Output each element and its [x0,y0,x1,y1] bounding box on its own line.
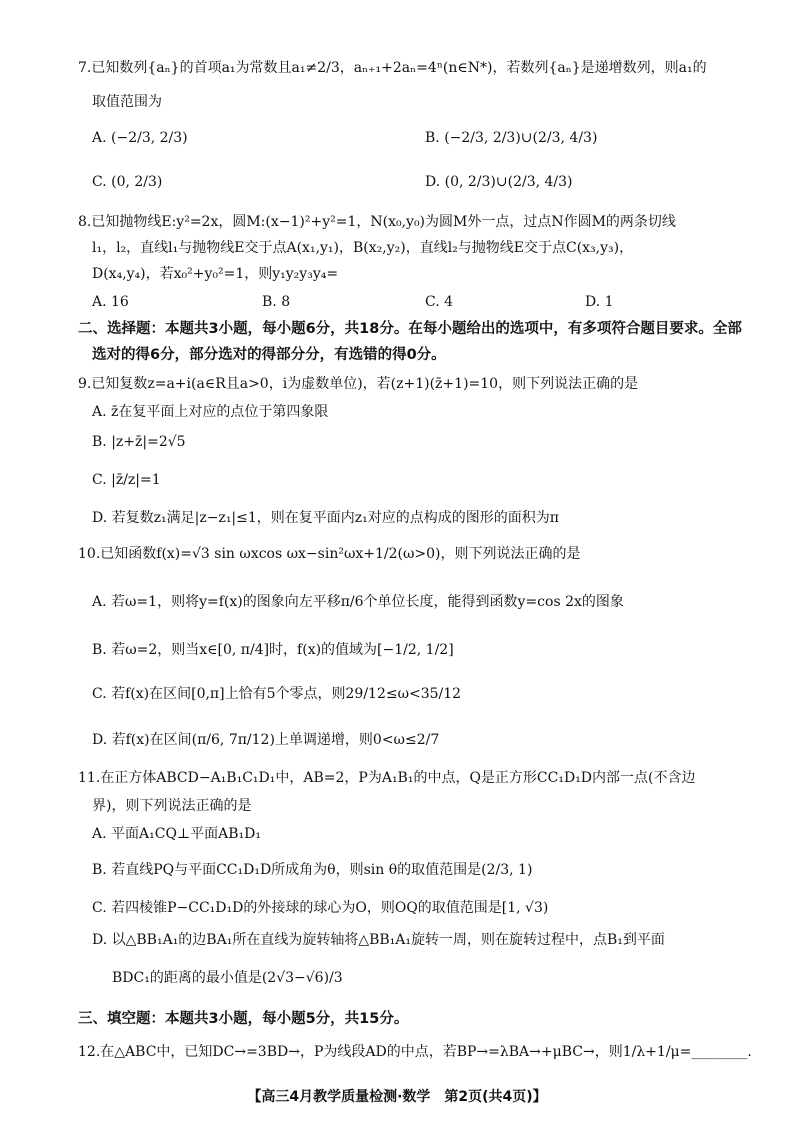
q11-option-d-line2: BDC₁的距离的最小值是(2√3−√6)/3 [112,970,343,986]
q9-option-d: D. 若复数z₁满足|z−z₁|≤1，则在复平面内z₁对应的点构成的图形的面积为π [92,510,559,526]
page-footer: 【高三4月教学质量检测·数学 第2页(共4页)】 [247,1089,547,1105]
q11-option-d-line1: D. 以△BB₁A₁的边BA₁所在直线为旋转轴将△BB₁A₁旋转一周，则在旋转过程中，点B₁到平面 [92,932,665,948]
q8-option-a: A. 16 [92,294,129,310]
q9-option-a: A. z̄在复平面上对应的点位于第四象限 [92,404,329,420]
q7-stem-line2: 取值范围为 [92,94,162,110]
q7-option-c: C. (0, 2/3) [92,174,163,190]
q9-option-b: B. |z+z̄|=2√5 [92,434,186,450]
q8-stem-line2: l₁，l₂，直线l₁与抛物线E交于点A(x₁,y₁)，B(x₂,y₂)，直线l₂与抛物线E交于点C(x₃,y₃)， [92,240,634,256]
q9-stem: 9.已知复数z=a+i(a∈R且a>0，i为虚数单位)，若(z+1)(z̄+1)=10，则下列说法正确的是 [78,376,639,392]
q10-option-c: C. 若f(x)在区间[0,π]上恰有5个零点，则29/12≤ω<35/12 [92,686,462,702]
q7-option-b: B. (−2/3, 2/3)∪(2/3, 4/3) [425,130,598,146]
q8-stem-line3: D(x₄,y₄)，若x₀²+y₀²=1，则y₁y₂y₃y₄= [92,266,339,282]
q10-option-d: D. 若f(x)在区间(π/6, 7π/12)上单调递增，则0<ω≤2/7 [92,732,440,748]
q11-stem-line2: 界)，则下列说法正确的是 [92,798,252,814]
q11-option-a: A. 平面A₁CQ⊥平面AB₁D₁ [92,826,261,842]
q8-stem-line1: 8.已知抛物线E:y²=2x，圆M:(x−1)²+y²=1，N(x₀,y₀)为圆M外一点，过点N作圆M的两条切线 [78,214,676,230]
q11-stem-line1: 11.在正方体ABCD−A₁B₁C₁D₁中，AB=2，P为A₁B₁的中点，Q是正方形CC₁D₁D内部一点(不含边 [78,770,696,786]
q10-stem: 10.已知函数f(x)=√3 sin ωxcos ωx−sin²ωx+1/2(ω>0)，则下列说法正确的是 [78,546,581,562]
q12-stem: 12.在△ABC中，已知DC→=3BD→，P为线段AD的中点，若BP→=λBA→+μBC→，则1/λ+1/μ=________. [78,1044,752,1060]
q9-option-c: C. |z̄/z|=1 [92,472,161,488]
section2-heading-line2: 选对的得6分，部分选对的得部分分，有选错的得0分。 [92,347,446,363]
q10-option-b: B. 若ω=2，则当x∈[0, π/4]时，f(x)的值域为[−1/2, 1/2] [92,642,454,658]
q11-option-c: C. 若四棱锥P−CC₁D₁D的外接球的球心为O，则OQ的取值范围是[1, √3) [92,900,549,916]
q8-option-d: D. 1 [585,294,614,310]
q7-option-a: A. (−2/3, 2/3) [92,130,188,146]
q8-option-b: B. 8 [262,294,291,310]
q11-option-b: B. 若直线PQ与平面CC₁D₁D所成角为θ，则sin θ的取值范围是(2/3, 1) [92,862,533,878]
q7-stem-line1: 7.已知数列{aₙ}的首项a₁为常数且a₁≠2/3，aₙ₊₁+2aₙ=4ⁿ(n∈N*)，若数列{aₙ}是递增数列，则a₁的 [78,60,707,76]
section3-heading: 三、填空题：本题共3小题，每小题5分，共15分。 [78,1011,409,1027]
q8-option-c: C. 4 [425,294,454,310]
section2-heading-line1: 二、选择题：本题共3小题，每小题6分，共18分。在每小题给出的选项中，有多项符合题目要求。全部 [78,321,742,337]
q10-option-a: A. 若ω=1，则将y=f(x)的图象向左平移π/6个单位长度，能得到函数y=cos 2x的图象 [92,594,624,610]
q7-option-d: D. (0, 2/3)∪(2/3, 4/3) [425,174,573,190]
